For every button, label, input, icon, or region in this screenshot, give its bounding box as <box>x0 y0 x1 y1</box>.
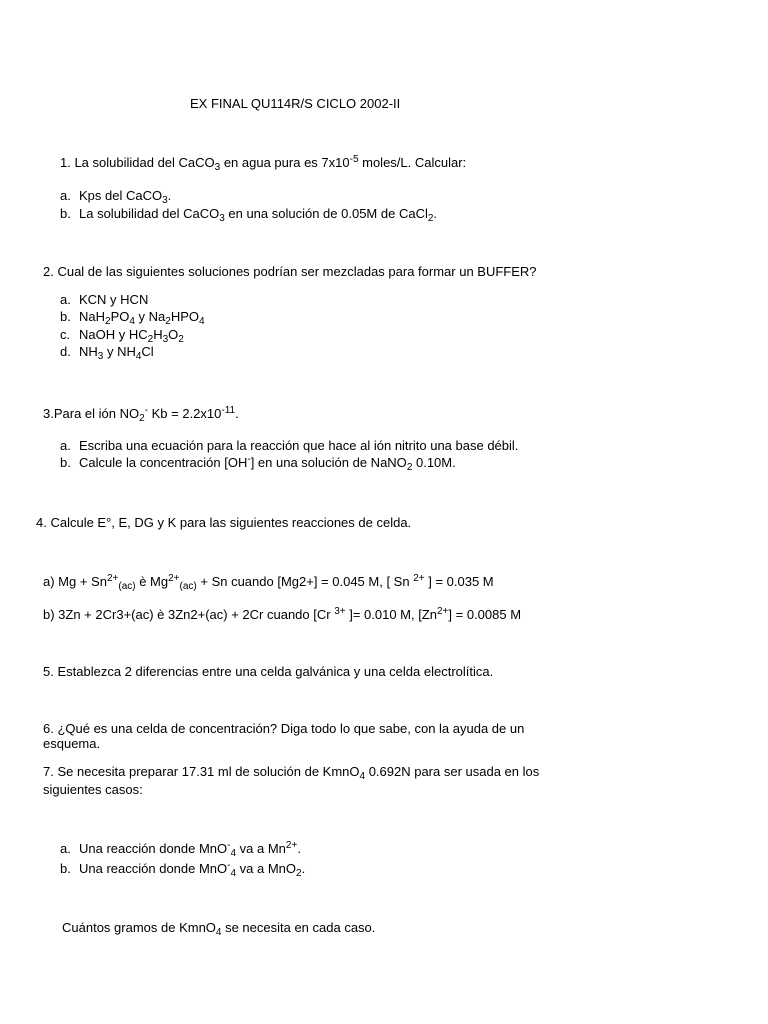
item-text: NaOH y $HC_2H_3O_2$ <box>79 327 184 345</box>
question-7-closing: Cuántos gramos de KmnO$_4$ se necesita en cada caso. <box>62 920 376 938</box>
item-text: Calcule la concentración [OH-] en una solución de NaNO$_2$ 0.10M. <box>79 454 456 473</box>
question-2-item-c <box>60 327 184 343</box>
item-label: a. <box>60 188 71 203</box>
question-2-item-d <box>60 344 154 360</box>
question-7-line-1: 7. Se necesita preparar 17.31 ml de solución de KmnO$_4$ 0.692N para ser usada en los <box>43 764 540 782</box>
item-text: $NaH_2PO_4$ y $Na_2HPO_4$ <box>79 309 205 327</box>
item-text: Kps del CaCO$_3$. <box>79 188 172 206</box>
question-7-item-b <box>60 861 305 877</box>
question-6-line-1: 6. ¿Qué es una celda de concentración? Diga todo lo que sabe, con la ayuda de un <box>43 721 525 736</box>
item-text: La solubilidad del CaCO$_3$ en una solución de 0.05M de CaCl$_2$. <box>79 206 438 224</box>
item-label: a. <box>60 438 71 453</box>
question-2-item-b <box>60 309 205 325</box>
item-text: KCN y HCN <box>79 292 149 307</box>
question-3-item-b <box>60 455 456 471</box>
item-label: a. <box>60 841 71 856</box>
item-text: $NH_3$ y $NH_4Cl$ <box>79 344 154 362</box>
exam-title: EX FINAL QU114R/S CICLO 2002-II <box>190 96 401 111</box>
question-4-reaction-b: b) 3Zn + 2Cr3+(ac) è 3Zn2+(ac) + 2Cr cuando [Cr $^{3+}$ ]= 0.010 M, $[Zn^{2+}] = 0.0085$ M <box>43 606 522 622</box>
question-6-line-2: esquema. <box>43 736 101 751</box>
item-label: b. <box>60 309 71 324</box>
item-text: Una reacción donde MnO-$_4$ va a $Mn^{2+}$. <box>79 840 301 859</box>
question-7-line-2: siguientes casos: <box>43 782 143 797</box>
item-label: d. <box>60 344 71 359</box>
item-label: c. <box>60 327 71 342</box>
question-7-item-a <box>60 841 301 857</box>
question-2-stem: 2. Cual de las siguientes soluciones podrían ser mezcladas para formar un BUFFER? <box>43 264 537 279</box>
question-5-stem: 5. Establezca 2 diferencias entre una celda galvánica y una celda electrolítica. <box>43 664 494 679</box>
question-1-stem: 1. La solubilidad del CaCO$_3$ en agua pura es $7x10^{-5}$ moles/L. Calcular: <box>60 154 467 173</box>
item-text: Escriba una ecuación para la reacción que hace al ión nitrito una base débil. <box>79 438 519 453</box>
item-text: Una reacción donde MnO-$_4$ va a MnO$_2$. <box>79 860 306 879</box>
question-1-item-b <box>60 206 437 222</box>
question-3-stem: 3.Para el ión $NO_2^-$ $Kb = 2.2x10^{-11}$. <box>43 405 239 424</box>
item-label: a. <box>60 292 71 307</box>
question-4-reaction-a: a) $Mg + Sn^{2+}_{(ac)}$ è $Mg^{2+}_{(ac)} + Sn$ cuando [Mg2+] = 0.045 M, [ Sn $^{2+}$ ] = 0.035 M <box>43 573 494 592</box>
item-label: b. <box>60 861 71 876</box>
question-2-item-a <box>60 292 148 308</box>
item-label: b. <box>60 455 71 470</box>
question-1-item-a <box>60 188 171 204</box>
item-label: b. <box>60 206 71 221</box>
question-4-stem: 4. Calcule E°, E, DG y K para las siguientes reacciones de celda. <box>36 515 412 530</box>
question-3-item-a <box>60 438 518 454</box>
